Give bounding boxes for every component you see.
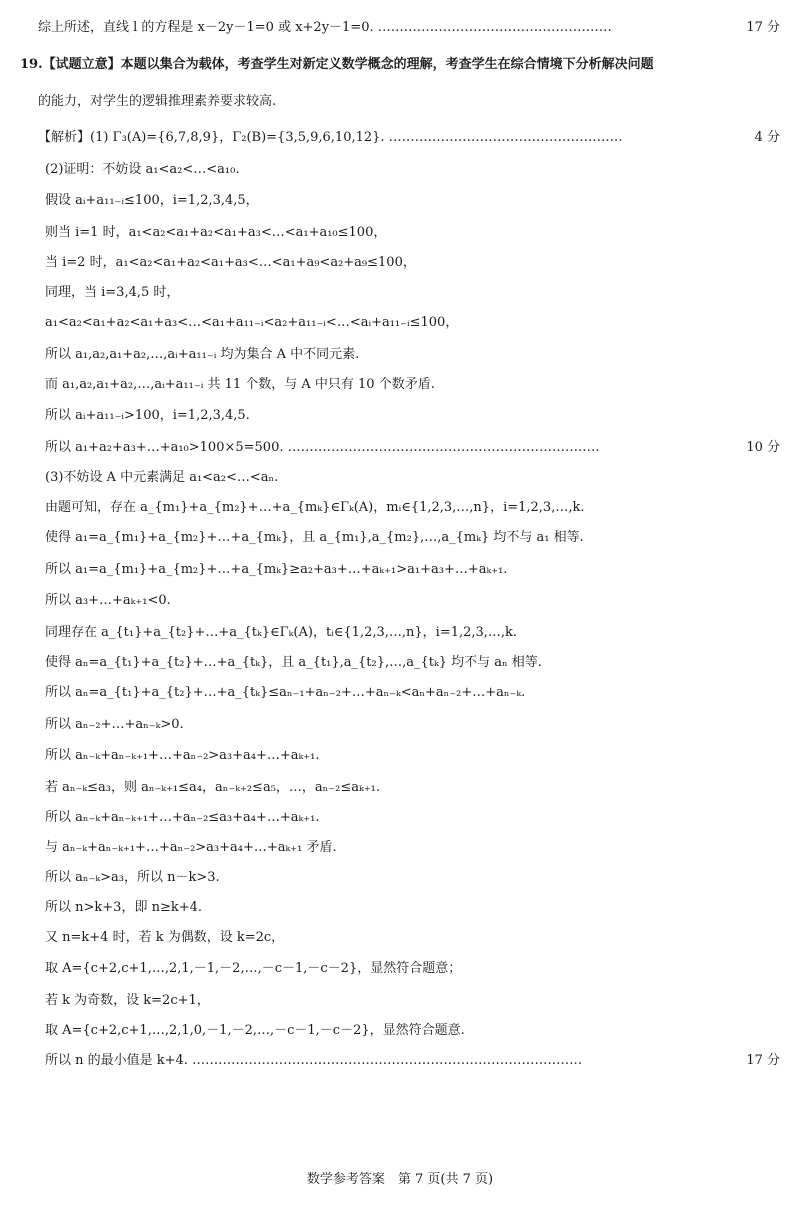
line-text: 所以 aₙ=a_{t₁}+a_{t₂}+…+a_{tₖ}≤aₙ₋₁+aₙ₋₂+…+aₙ₋ₖ<aₙ+aₙ₋₂+…+aₙ₋ₖ. <box>45 685 526 700</box>
line-05 <box>0 157 800 183</box>
score-points: 4 分 <box>754 130 780 145</box>
line-13 <box>0 403 800 429</box>
line-text: (3)不妨设 A 中元素满足 a₁<a₂<…<aₙ. <box>45 470 279 485</box>
line-17 <box>0 525 800 551</box>
line-text: 所以 aₙ₋ₖ+aₙ₋ₖ₊₁+…+aₙ₋₂>a₃+a₄+…+aₖ₊₁. <box>45 748 320 763</box>
line-18 <box>0 557 800 583</box>
line-text: 当 i=2 时，a₁<a₂<a₁+a₂<a₁+a₃<…<a₁+a₉<a₂+a₉≤100， <box>45 255 416 270</box>
line-text: 则当 i=1 时，a₁<a₂<a₁+a₂<a₁+a₃<…<a₁+a₁₀≤100， <box>45 225 387 240</box>
line-text: 所以 a₃+…+aₖ₊₁<0. <box>45 593 171 608</box>
line-10 <box>0 310 800 336</box>
line-text: 又 n=k+4 时，若 k 为偶数，设 k=2c， <box>45 930 285 945</box>
line-text: 所以 aₙ₋ₖ+aₙ₋ₖ₊₁+…+aₙ₋₂≤a₃+a₄+…+aₖ₊₁. <box>45 810 320 825</box>
line-text: 若 aₙ₋ₖ≤a₃，则 aₙ₋ₖ₊₁≤a₄，aₙ₋ₖ₊₂≤a₅，…，aₙ₋₂≤aₖ₊₁. <box>45 780 380 795</box>
line-text: 同理存在 a_{t₁}+a_{t₂}+…+a_{tₖ}∈Γₖ(A)，tᵢ∈{1,2,3,…,n}，i=1,2,3,…,k. <box>45 625 518 640</box>
line-29 <box>0 895 800 921</box>
line-02 <box>0 52 800 78</box>
line-text: 同理，当 i=3,4,5 时， <box>45 285 180 300</box>
line-12 <box>0 372 800 398</box>
line-31 <box>0 956 800 982</box>
line-text: 使得 a₁=a_{m₁}+a_{m₂}+…+a_{mₖ}，且 a_{m₁},a_{m₂},…,a_{mₖ} 均不与 a₁ 相等. <box>45 530 584 545</box>
line-text: 与 aₙ₋ₖ+aₙ₋ₖ₊₁+…+aₙ₋₂>a₃+a₄+…+aₖ₊₁ 矛盾. <box>45 840 337 855</box>
line-23 <box>0 712 800 738</box>
line-text: 所以 a₁+a₂+a₃+…+a₁₀>100×5=500. ……………………………………………………………… <box>45 440 600 455</box>
line-09 <box>0 280 800 306</box>
line-07 <box>0 220 800 246</box>
line-text: (2)证明：不妨设 a₁<a₂<…<a₁₀. <box>45 162 240 177</box>
line-30 <box>0 925 800 951</box>
line-21 <box>0 650 800 676</box>
line-text: 综上所述，直线 l 的方程是 x－2y－1=0 或 x+2y－1=0. ……………………………………………… <box>38 20 612 35</box>
line-text: 【解析】(1) Γ₃(A)={6,7,8,9}，Γ₂(B)={3,5,9,6,10,12}. ……………………………………………… <box>38 130 623 145</box>
score-points: 17 分 <box>746 20 780 35</box>
line-25 <box>0 775 800 801</box>
line-text: 所以 n 的最小值是 k+4. ……………………………………………………………………………… <box>45 1053 583 1068</box>
line-03 <box>0 89 800 115</box>
line-text: 所以 aₙ₋₂+…+aₙ₋ₖ>0. <box>45 717 184 732</box>
page-footer: 数学参考答案 第 7 页(共 7 页) <box>306 1172 494 1187</box>
line-22 <box>0 680 800 706</box>
line-text: 所以 a₁=a_{m₁}+a_{m₂}+…+a_{mₖ}≥a₂+a₃+…+aₖ₊₁>a₁+a₃+…+aₖ₊₁. <box>45 562 508 577</box>
line-11 <box>0 342 800 368</box>
line-text: 而 a₁,a₂,a₁+a₂,…,aᵢ+a₁₁₋ᵢ 共 11 个数，与 A 中只有 10 个数矛盾. <box>45 377 435 392</box>
line-20 <box>0 620 800 646</box>
line-26 <box>0 805 800 831</box>
line-08 <box>0 250 800 276</box>
line-text: 使得 aₙ=a_{t₁}+a_{t₂}+…+a_{tₖ}，且 a_{t₁},a_{t₂},…,a_{tₖ} 均不与 aₙ 相等. <box>45 655 542 670</box>
line-text: 所以 aᵢ+a₁₁₋ᵢ>100，i=1,2,3,4,5. <box>45 408 250 423</box>
line-text: 19.【试题立意】本题以集合为载体，考查学生对新定义数学概念的理解，考查学生在综合情境下分析解决问题 <box>20 57 654 72</box>
line-text: 所以 a₁,a₂,a₁+a₂,…,aᵢ+a₁₁₋ᵢ 均为集合 A 中不同元素. <box>45 347 360 362</box>
line-33 <box>0 1018 800 1044</box>
line-text: 的能力，对学生的逻辑推理素养要求较高. <box>38 94 277 109</box>
line-06 <box>0 188 800 214</box>
line-04 <box>0 125 800 151</box>
line-text: 所以 aₙ₋ₖ>a₃，所以 n－k>3. <box>45 870 220 885</box>
line-text: 取 A={c+2,c+1,…,2,1,0,－1,－2,…,－c－1,－c－2}，显然符合题意. <box>45 1023 465 1038</box>
line-text: a₁<a₂<a₁+a₂<a₁+a₃<…<a₁+a₁₁₋ᵢ<a₂+a₁₁₋ᵢ<…<aᵢ+a₁₁₋ᵢ≤100， <box>45 315 459 330</box>
line-27 <box>0 835 800 861</box>
line-text: 假设 aᵢ+a₁₁₋ᵢ≤100，i=1,2,3,4,5， <box>45 193 259 208</box>
line-16 <box>0 495 800 521</box>
line-28 <box>0 865 800 891</box>
score-points: 17 分 <box>746 1053 780 1068</box>
line-19 <box>0 588 800 614</box>
score-points: 10 分 <box>746 440 780 455</box>
line-15 <box>0 465 800 491</box>
line-text: 由题可知，存在 a_{m₁}+a_{m₂}+…+a_{mₖ}∈Γₖ(A)，mᵢ∈{1,2,3,…,n}，i=1,2,3,…,k. <box>45 500 585 515</box>
line-01 <box>0 15 800 41</box>
line-32 <box>0 988 800 1014</box>
line-14 <box>0 435 800 461</box>
line-24 <box>0 743 800 769</box>
line-text: 所以 n>k+3，即 n≥k+4. <box>45 900 203 915</box>
line-text: 若 k 为奇数，设 k=2c+1， <box>45 993 210 1008</box>
line-text: 取 A={c+2,c+1,…,2,1,－1,－2,…,－c－1,－c－2}，显然符合题意； <box>45 961 462 976</box>
line-34 <box>0 1048 800 1074</box>
